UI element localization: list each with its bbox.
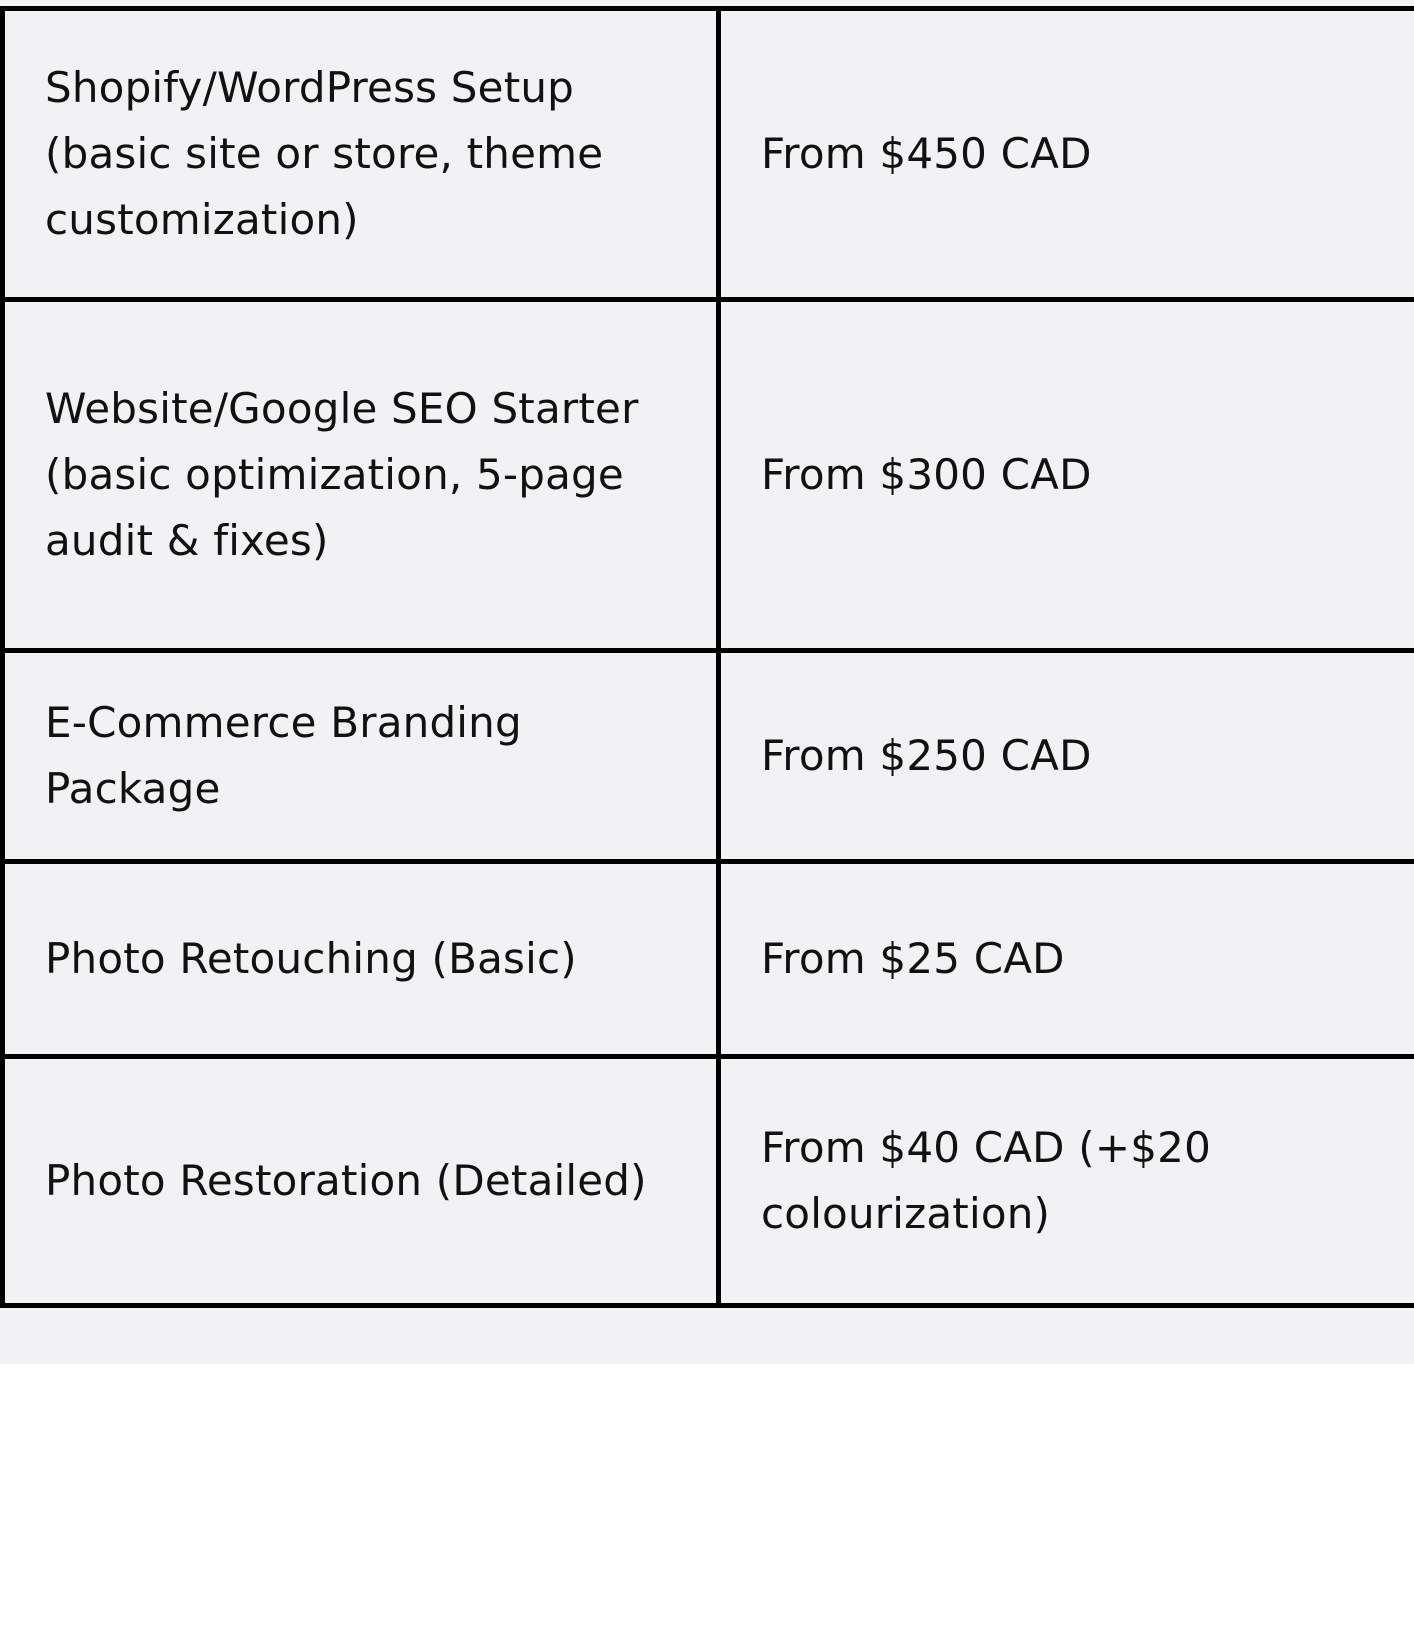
- service-cell: Website/Google SEO Starter (basic optimization, 5-page audit & fixes): [3, 300, 719, 651]
- table-row: [3, 9, 1414, 300]
- price-cell: From $250 CAD: [719, 651, 1414, 862]
- pricing-table: [0, 6, 1414, 1308]
- service-cell: Shopify/WordPress Setup (basic site or store, theme customization): [3, 9, 719, 300]
- table-row: [3, 1057, 1414, 1306]
- table-row: [3, 300, 1414, 651]
- service-cell: Photo Restoration (Detailed): [3, 1057, 719, 1306]
- price-cell: From $40 CAD (+$20 colourization): [719, 1057, 1414, 1306]
- price-cell: From $450 CAD: [719, 9, 1414, 300]
- service-cell: E-Commerce Branding Package: [3, 651, 719, 862]
- price-cell: From $25 CAD: [719, 862, 1414, 1057]
- table-row: [3, 862, 1414, 1057]
- table-row: [3, 651, 1414, 862]
- service-cell: Photo Retouching (Basic): [3, 862, 719, 1057]
- price-cell: From $300 CAD: [719, 300, 1414, 651]
